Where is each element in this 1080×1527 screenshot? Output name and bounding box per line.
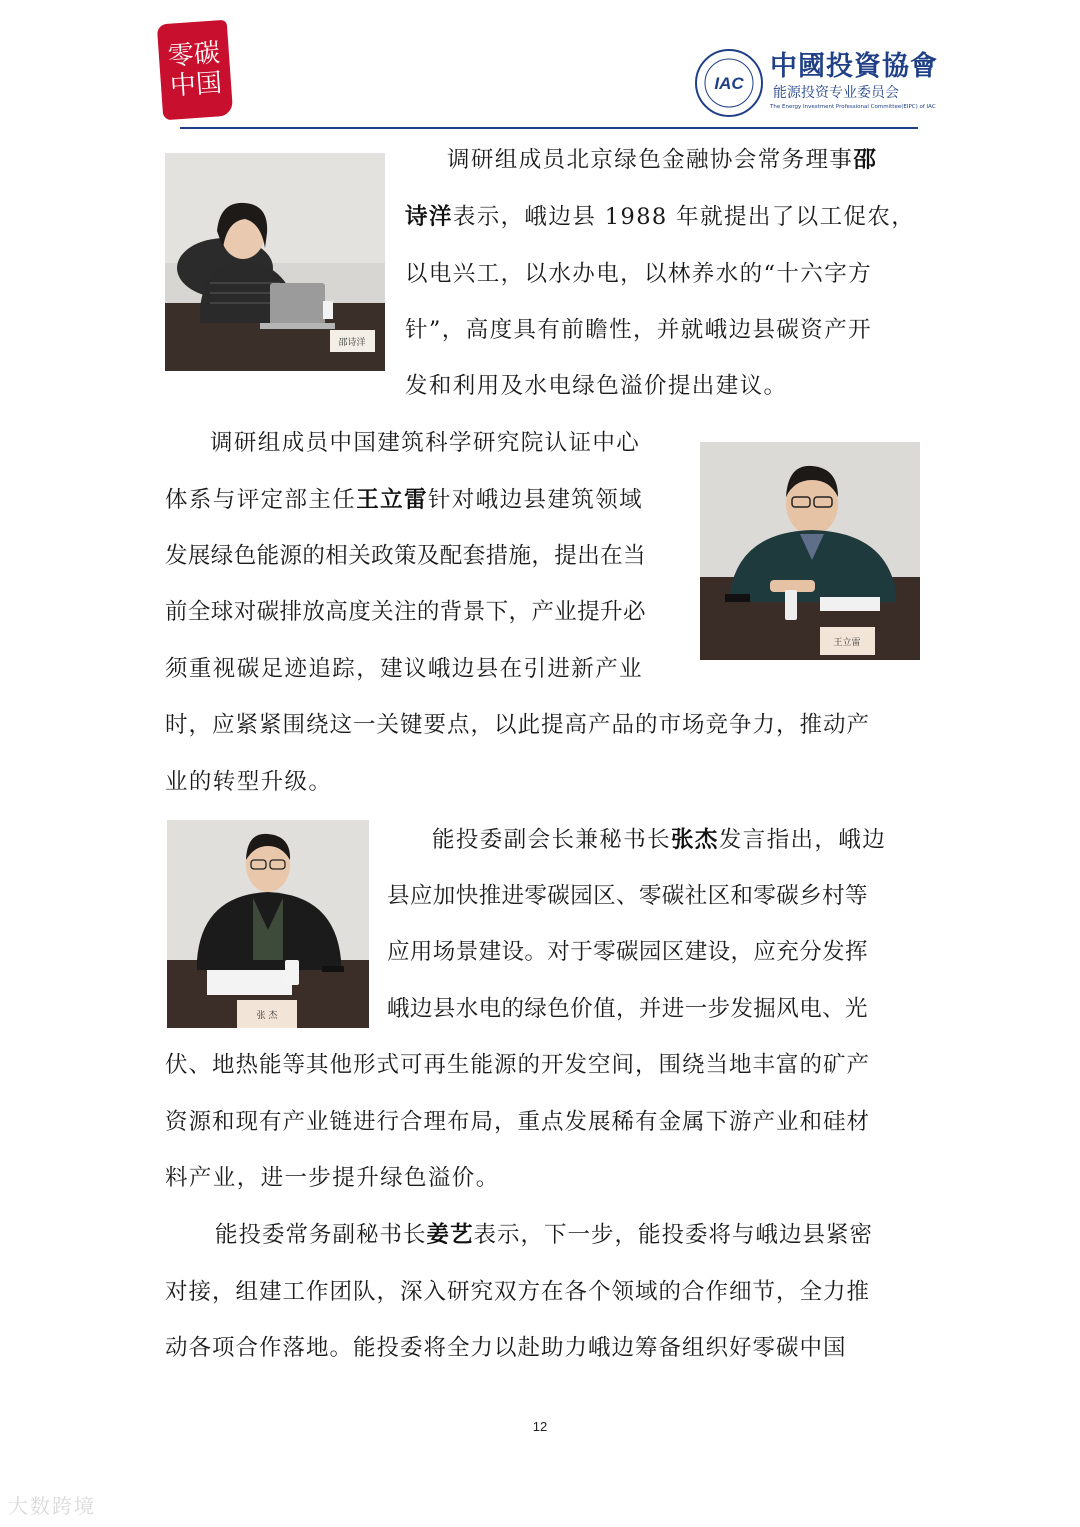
para4-line-2: 对接，组建工作团队，深入研究双方在各个领域的合作细节，全力推 (165, 1279, 871, 1305)
para4-line-3: 动各项合作落地。能投委将全力以赴助力峨边筹备组织好零碳中国 (165, 1335, 847, 1361)
seal-text-line-1: 零碳 (166, 38, 221, 72)
para2-line-2: 体系与评定部主任王立雷针对峨边县建筑领域 (165, 487, 644, 513)
photo-wang-lilei (700, 442, 920, 660)
nameplate-shao: 邵诗洋 (338, 338, 366, 348)
para1-line-2: 诗洋表示，峨边县 1988 年就提出了以工促农， (405, 204, 916, 230)
para2-line-6: 时，应紧紧围绕这一关键要点，以此提高产品的市场竞争力，推动产 (165, 712, 871, 738)
para1-line-4: 针”，高度具有前瞻性，并就峨边县碳资产开 (405, 317, 873, 343)
seal-text-line-2: 中国 (169, 68, 224, 102)
para3-line-6: 资源和现有产业链进行合理布局，重点发展稀有金属下游产业和硅材 (165, 1109, 871, 1135)
nameplate-wang: 王立雷 (833, 638, 861, 648)
nameplate-zhang: 张 杰 (256, 1011, 278, 1021)
org-name: 中國投資協會 (770, 51, 938, 82)
para3-line-2: 县应加快推进零碳园区、零碳社区和零碳乡村等 (387, 883, 868, 909)
header-divider (180, 127, 918, 129)
org-english-name: The Energy Investment Professional Committee(EIPC) of IAC (770, 104, 936, 110)
para2-line-5: 须重视碳足迹追踪，建议峨边县在引进新产业 (165, 656, 644, 682)
para3-line-4: 峨边县水电的绿色价值，并进一步发掘风电、光 (387, 996, 868, 1022)
para3-line-1: 能投委副会长兼秘书长张杰发言指出，峨边 (432, 827, 887, 853)
para4-line-1: 能投委常务副秘书长姜艺表示，下一步，能投委将与峨边县紧密 (215, 1222, 874, 1248)
iac-emblem-icon (694, 48, 764, 118)
para2-line-3: 发展绿色能源的相关政策及配套措施，提出在当 (165, 543, 646, 569)
para3-line-7: 料产业，进一步提升绿色溢价。 (165, 1165, 500, 1191)
para1-line-1: 调研组成员北京绿色金融协会常务理事邵 (447, 147, 878, 173)
page-number: 12 (532, 1419, 548, 1434)
zero-carbon-china-seal (157, 20, 234, 121)
para3-line-5: 伏、地热能等其他形式可再生能源的开发空间，围绕当地丰富的矿产 (165, 1052, 871, 1078)
para2-line-1: 调研组成员中国建筑科学研究院认证中心 (210, 430, 641, 456)
para2-line-7: 业的转型升级。 (165, 769, 333, 795)
para1-line-3: 以电兴工，以水办电，以林养水的“十六字方 (405, 261, 873, 287)
photo-shao-shiyang (165, 153, 385, 371)
iac-logo-text: IAC (714, 74, 744, 93)
para3-line-3: 应用场景建设。对于零碳园区建设，应充分发挥 (387, 939, 868, 965)
para1-line-5: 发和利用及水电绿色溢价提出建议。 (405, 373, 788, 399)
org-subtitle: 能源投资专业委员会 (773, 85, 899, 101)
photo-zhang-jie (167, 820, 369, 1028)
watermark: 大数跨境 (8, 1494, 96, 1518)
para2-line-4: 前全球对碳排放高度关注的背景下，产业提升必 (165, 599, 646, 625)
